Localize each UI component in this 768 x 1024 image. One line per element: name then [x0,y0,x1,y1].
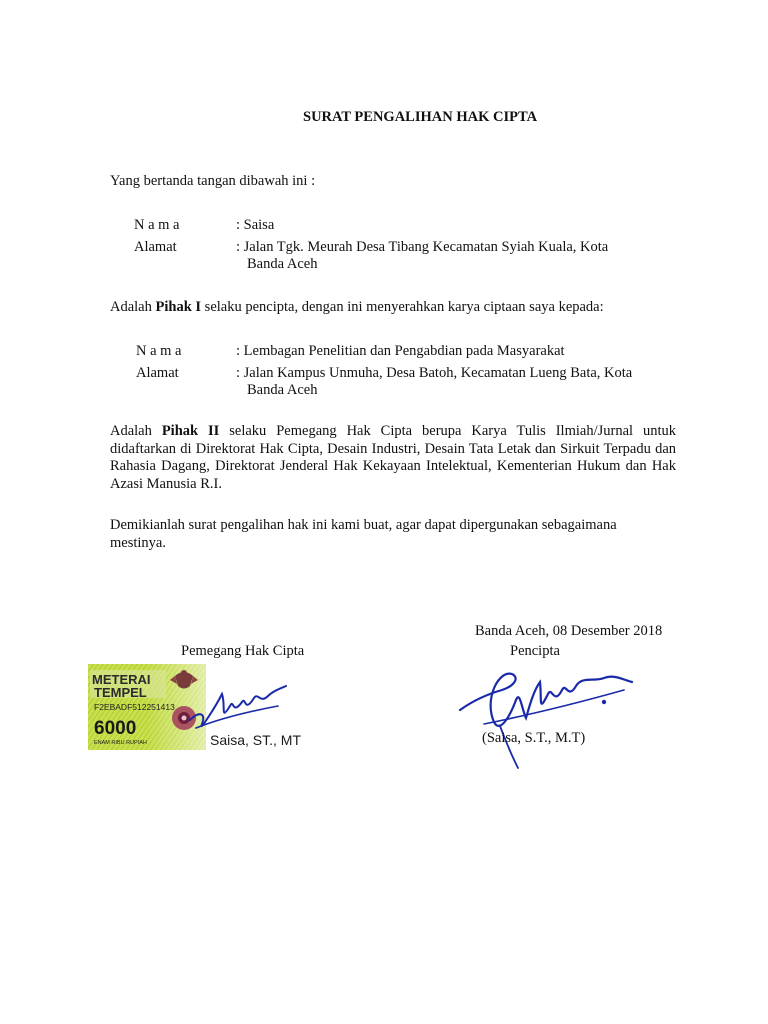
party1-alamat-value-cont: Banda Aceh [247,256,318,272]
stamp-line1: METERAI [92,672,151,687]
intro-text: Yang bertanda tangan dibawah ini : [110,173,316,189]
pihak2-paragraph [110,423,676,493]
stamp-line2: TEMPEL [94,685,147,700]
party2-nama-label: N a m a [136,343,182,359]
stamp-serial: F2EBADF512251413 [94,702,175,712]
party1-nama-label: N a m a [134,217,180,233]
pihak1-bold: Pihak I [155,299,202,315]
document-title: SURAT PENGALIHAN HAK CIPTA [303,109,538,125]
stamp-value: 6000 [94,718,137,739]
party1-alamat-value: : Jalan Tgk. Meurah Desa Tibang Kecamatan Syiah Kuala, Kota [236,239,609,255]
stamp-value-words: ENAM RIBU RUPIAH [94,740,147,746]
pihak1-rest: selaku pencipta, dengan ini menyerahkan karya ciptaan saya kepada: [201,299,604,315]
creator-signature [454,660,638,772]
party1-nama-value: : Saisa [236,217,275,233]
pihak2-bold: Pihak II [161,423,220,439]
pihak2-prefix: Adalah [110,423,162,439]
pihak2-rest: selaku Pemegang Hak Cipta berupa Karya Tulis Ilmiah/Jurnal untuk didaftarkan di Direktorat Hak Cipta, Desain Industri, Desain Tata Letak dan Sirkuit Terpadu dan Rahasia Dagang, Direktorat Jenderal Hak Kekayaan Intelektual, Kementerian Hukum dan Hak Azasi Manusia R.I. [110,423,677,492]
creator-name: (Saisa, S.T., M.T) [482,730,586,746]
party2-alamat-value-cont: Banda Aceh [247,382,318,398]
creator-role: Pencipta [510,643,560,659]
holder-name: Saisa, ST., MT [210,732,302,748]
party2-alamat-label: Alamat [136,365,179,381]
pihak1-statement [110,298,604,316]
place-date: Banda Aceh, 08 Desember 2018 [475,623,663,639]
pihak1-prefix: Adalah [110,299,156,315]
closing-paragraph: Demikianlah surat pengalihan hak ini kami buat, agar dapat dipergunakan sebagaimana mestinya. [110,517,617,551]
holder-role: Pemegang Hak Cipta [181,643,305,659]
party2-alamat-value: : Jalan Kampus Unmuha, Desa Batoh, Kecamatan Lueng Bata, Kota [236,365,633,381]
party1-alamat-label: Alamat [134,239,177,255]
party2-nama-value: : Lembagan Penelitian dan Pengabdian pada Masyarakat [236,343,565,359]
